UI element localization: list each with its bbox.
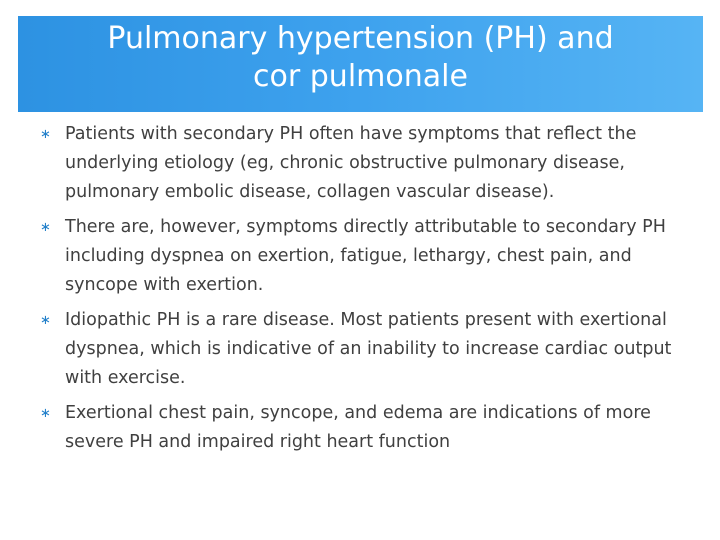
bullet-asterisk-icon: ∗ [40, 313, 51, 328]
slide-title-line-1: Pulmonary hypertension (PH) and [107, 21, 614, 56]
bullet-asterisk-icon: ∗ [40, 127, 51, 142]
bullet-text: There are, however, symptoms directly attributable to secondary PH including dyspnea on exertion, fatigue, lethargy, chest pain, and syncope with exertion. [65, 217, 666, 295]
bullet-item [40, 213, 690, 300]
bullet-text: Idiopathic PH is a rare disease. Most patients present with exertional dyspnea, which is indicative of an inability to increase cardiac output with exercise. [65, 310, 672, 388]
bullet-item [40, 399, 690, 457]
slide-title [18, 20, 703, 96]
slide-title-line-2: cor pulmonale [253, 59, 468, 94]
bullet-text: Patients with secondary PH often have symptoms that reflect the underlying etiology (eg, chronic obstructive pulmonary disease, pulmonary embolic disease, collagen vascular disease). [65, 124, 637, 202]
bullet-asterisk-icon: ∗ [40, 406, 51, 421]
bullet-list [40, 120, 690, 463]
bullet-item [40, 120, 690, 207]
bullet-item [40, 306, 690, 393]
bullet-text: Exertional chest pain, syncope, and edema are indications of more severe PH and impaired right heart function [65, 403, 651, 452]
bullet-asterisk-icon: ∗ [40, 220, 51, 235]
